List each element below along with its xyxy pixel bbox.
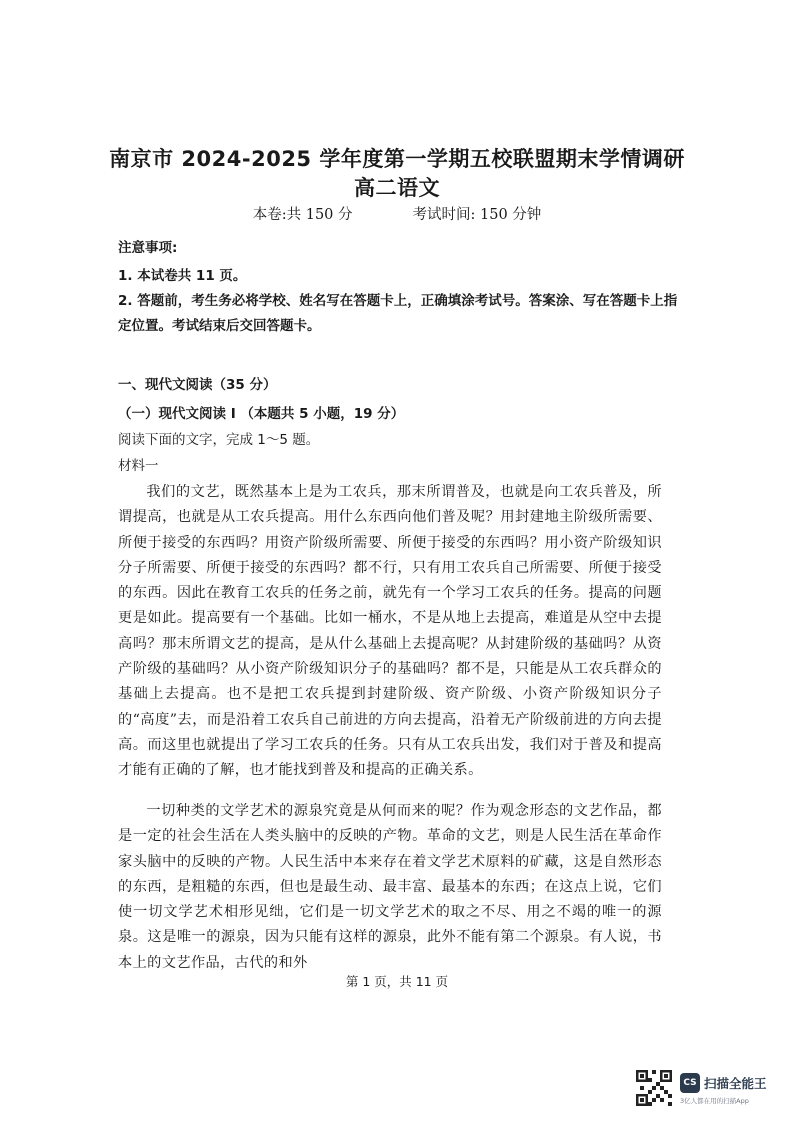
camscanner-logo-icon: CS xyxy=(680,1073,700,1093)
paragraph-text: 我们的文艺，既然基本上是为工农兵，那末所谓普及，也就是向工农兵普及，所谓提高，也就是从工农兵提高。用什么东西向他们普及呢？用封建地主阶级所需要、所便于接受的东西吗？用资产阶级所需要、所便于接受的东西吗？用小资产阶级知识分子所需要、所便于接受的东西吗？都不行，只有用工农兵自己所需要、所便于接受的东西。因此在教育工农兵的任务之前，就先有一个学习工农兵的任务。提高的问题更是如此。提高要有一个基础。比如一桶水，不是从地上去提高，难道是从空中去提高吗？那末所谓文艺的提高，是从什么基础上去提高呢？从封建阶级的基础吗？从资产阶级的基础吗？从小资产阶级知识分子的基础吗？都不是，只能是从工农兵群众的基础上去提高。也不是把工农兵提到封建阶级、资产阶级、小资产阶级知识分子的“高度”去，而是沿着工农兵自己前进的方向去提高，沿着无产阶级前进的方向去提高。而这里也就提出了学习工农兵的任务。只有从工农兵出发，我们对于普及和提高才能有正确的了解，也才能找到普及和提高的正确关系。 xyxy=(118,484,662,779)
notes-heading: 注意事项: xyxy=(118,240,178,256)
material-label: 材料一 xyxy=(118,458,159,474)
note-item-1: 1. 本试卷共 11 页。 xyxy=(118,268,247,284)
exam-meta xyxy=(0,203,794,224)
passage-paragraph-2 xyxy=(118,799,662,976)
subsection-heading: （一）现代文阅读 I （本题共 5 小题，19 分） xyxy=(118,406,405,422)
total-score: 本卷:共 150 分 xyxy=(252,207,353,223)
qr-code-icon xyxy=(636,1070,672,1106)
page-footer: 第 1 页，共 11 页 xyxy=(345,974,449,989)
exam-time: 考试时间: 150 分钟 xyxy=(412,207,542,223)
reading-instruction: 阅读下面的文字，完成 1～5 题。 xyxy=(118,432,320,448)
note-item-2: 2. 答题前，考生务必将学校、姓名写在答题卡上，正确填涂考试号。答案涂、写在答题卡上指定位置。考试结束后交回答题卡。 xyxy=(118,293,678,334)
paragraph-text: 一切种类的文学艺术的源泉究竟是从何而来的呢？作为观念形态的文艺作品，都是一定的社会生活在人类头脑中的反映的产物。革命的文艺，则是人民生活在革命作家头脑中的反映的产物。人民生活中本来存在着文学艺术原料的矿藏，这是自然形态的东西，是粗糙的东西，但也是最生动、最丰富、最基本的东西；在这点上说，它们使一切文学艺术相形见绌，它们是一切文学艺术的取之不尽、用之不竭的唯一的源泉。这是唯一的源泉，因为只能有这样的源泉，此外不能有第二个源泉。有人说，书本上的文艺作品，古代的和外 xyxy=(118,803,662,971)
subject-title: 高二语文 xyxy=(354,176,440,200)
scanner-watermark xyxy=(636,1070,786,1110)
passage-paragraph-1 xyxy=(118,480,662,784)
scanner-tagline: 3亿人都在用的扫描App xyxy=(680,1097,749,1105)
scanner-app-name: 扫描全能王 xyxy=(704,1076,767,1091)
section-heading: 一、现代文阅读（35 分） xyxy=(118,377,277,393)
exam-title: 南京市 2024-2025 学年度第一学期五校联盟期末学情调研 xyxy=(109,147,685,171)
